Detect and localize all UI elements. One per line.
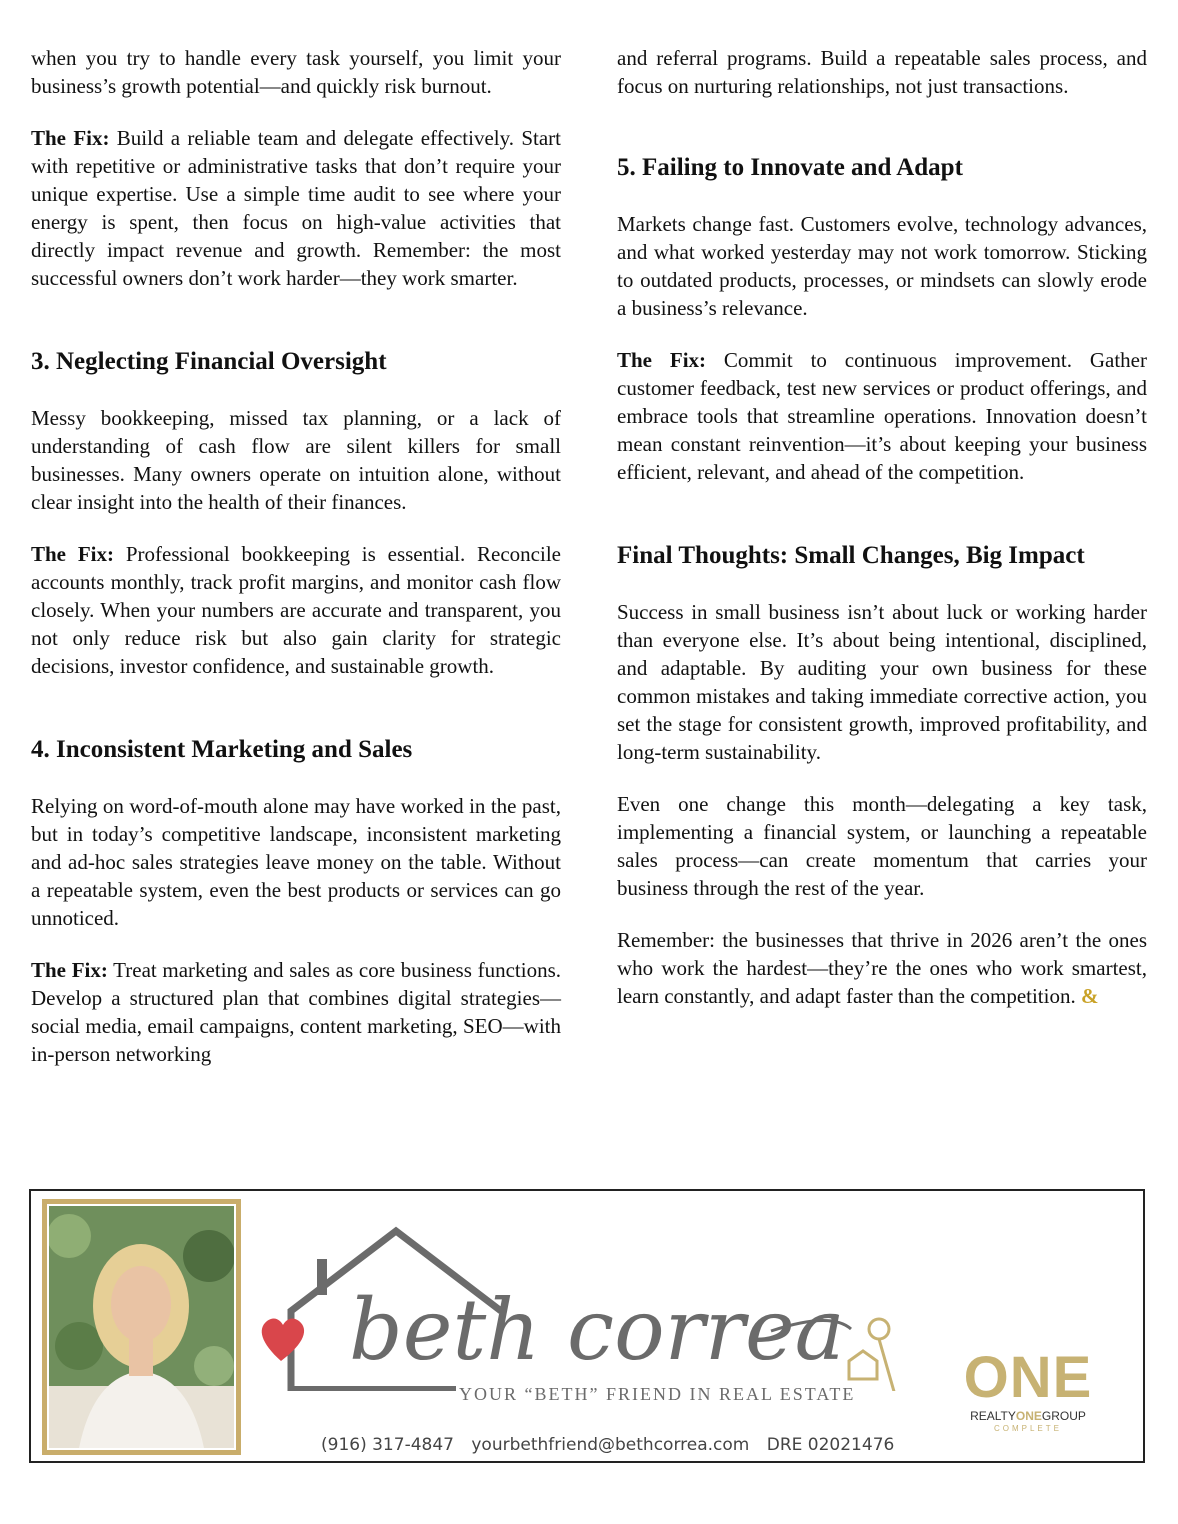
right-paragraph-3 [617,346,1147,486]
left-paragraph-1: when you try to handle every task yourself, you limit your business’s growth potential—and quickly risk burnout. [31,46,561,98]
left-paragraph-5: Relying on word-of-mouth alone may have worked in the past, but in today’s competitive landscape, inconsistent marketing and ad-hoc sales strategies leave money on the table. Without a repeatable system, even the best products or services can go unnoticed. [31,794,561,930]
one-wordmark: ONE [963,1345,1093,1410]
realty-one-group-logo [958,1345,1098,1433]
heading-marketing-sales: 4. Inconsistent Marketing and Sales [31,736,413,763]
realty-one-group-text: REALTYONEGROUP [970,1409,1086,1423]
left-paragraph-3: Messy bookkeeping, missed tax planning, or a lack of understanding of cash flow are silent killers for small businesses. Many owners operate on intuition alone, without clear insight into the health of their finances. [31,406,561,514]
agent-license: DRE 02021476 [766,1435,895,1455]
left-column [31,44,561,1092]
fix-label: The Fix: [31,542,114,566]
fix-text: Build a reliable team and delegate effectively. Start with repetitive or administrative tasks that don’t require your unique expertise. Use a simple time audit to see where your energy is spent, then focus on high-value activities that directly impact revenue and growth. Remember: the most successful owners don’t work harder—they work smarter. [31,126,561,290]
fix-label: The Fix: [31,126,110,150]
agent-advertisement [29,1189,1145,1463]
fix-label: The Fix: [31,958,108,982]
keys-icon [849,1319,905,1391]
heading-innovate-adapt: 5. Failing to Innovate and Adapt [617,154,963,181]
heading-financial-oversight: 3. Neglecting Financial Oversight [31,348,387,375]
complete-text: COMPLETE [993,1424,1062,1433]
agent-photo-frame [42,1199,241,1455]
heading-final-thoughts: Final Thoughts: Small Changes, Big Impact [617,542,1085,569]
chimney-icon [317,1259,327,1295]
left-paragraph-4 [31,540,561,680]
fix-label: The Fix: [617,348,707,372]
left-paragraph-2 [31,124,561,292]
agent-portrait-image [49,1206,234,1448]
right-paragraph-1: and referral programs. Build a repeatable sales process, and focus on nurturing relationships, not just transactions. [617,46,1147,98]
logo-script-name: beth correa [349,1281,845,1379]
fix-text: Professional bookkeeping is essential. Reconcile accounts monthly, track profit margins, and monitor cash flow closely. When your numbers are accurate and transparent, you not only reduce risk but also gain clarity for strategic decisions, investor confidence, and sustainable growth. [31,542,561,678]
heart-icon [262,1318,304,1361]
right-paragraph-4: Success in small business isn’t about luck or working harder than everyone else. It’s about being intentional, disciplined, and adaptable. By auditing your own business for these common mistakes and taking immediate corrective action, you set the stage for consistent growth, improved profitability, and long-term sustainability. [617,600,1147,764]
agent-email[interactable]: yourbethfriend@bethcorrea.com [471,1435,750,1455]
right-paragraph-2: Markets change fast. Customers evolve, technology advances, and what worked yesterday may not work tomorrow. Sticking to outdated products, processes, or mindsets can slowly erode a business’s relevance. [617,212,1147,320]
right-paragraph-5: Even one change this month—delegating a key task, implementing a financial system, or launching a repeatable sales process—can create momentum that carries your business through the rest of the year. [617,792,1147,900]
end-mark: & [1080,984,1099,1008]
beth-correa-logo [251,1211,951,1391]
agent-contact-line [321,1435,906,1455]
right-paragraph-6: Remember: the businesses that thrive in 2026 aren’t the ones who work the hardest—they’re the ones who work smartest, learn constantly, and adapt faster than the competition. & [617,928,1147,1008]
fix-text: Treat marketing and sales as core business functions. Develop a structured plan that combines digital strategies—social media, email campaigns, content marketing, SEO—with in-person networking [31,958,561,1066]
agent-phone[interactable]: (916) 317-4847 [321,1435,454,1455]
agent-photo [47,1204,236,1450]
right-column [617,44,1147,1034]
left-paragraph-6 [31,956,561,1068]
fix-text: Commit to continuous improvement. Gather customer feedback, test new services or product offerings, and embrace tools that streamline operations. Innovation doesn’t mean constant reinvention—it’s about keeping your business efficient, relevant, and ahead of the competition. [617,348,1148,484]
logo-tagline: YOUR “BETH” FRIEND IN REAL ESTATE [459,1384,856,1404]
